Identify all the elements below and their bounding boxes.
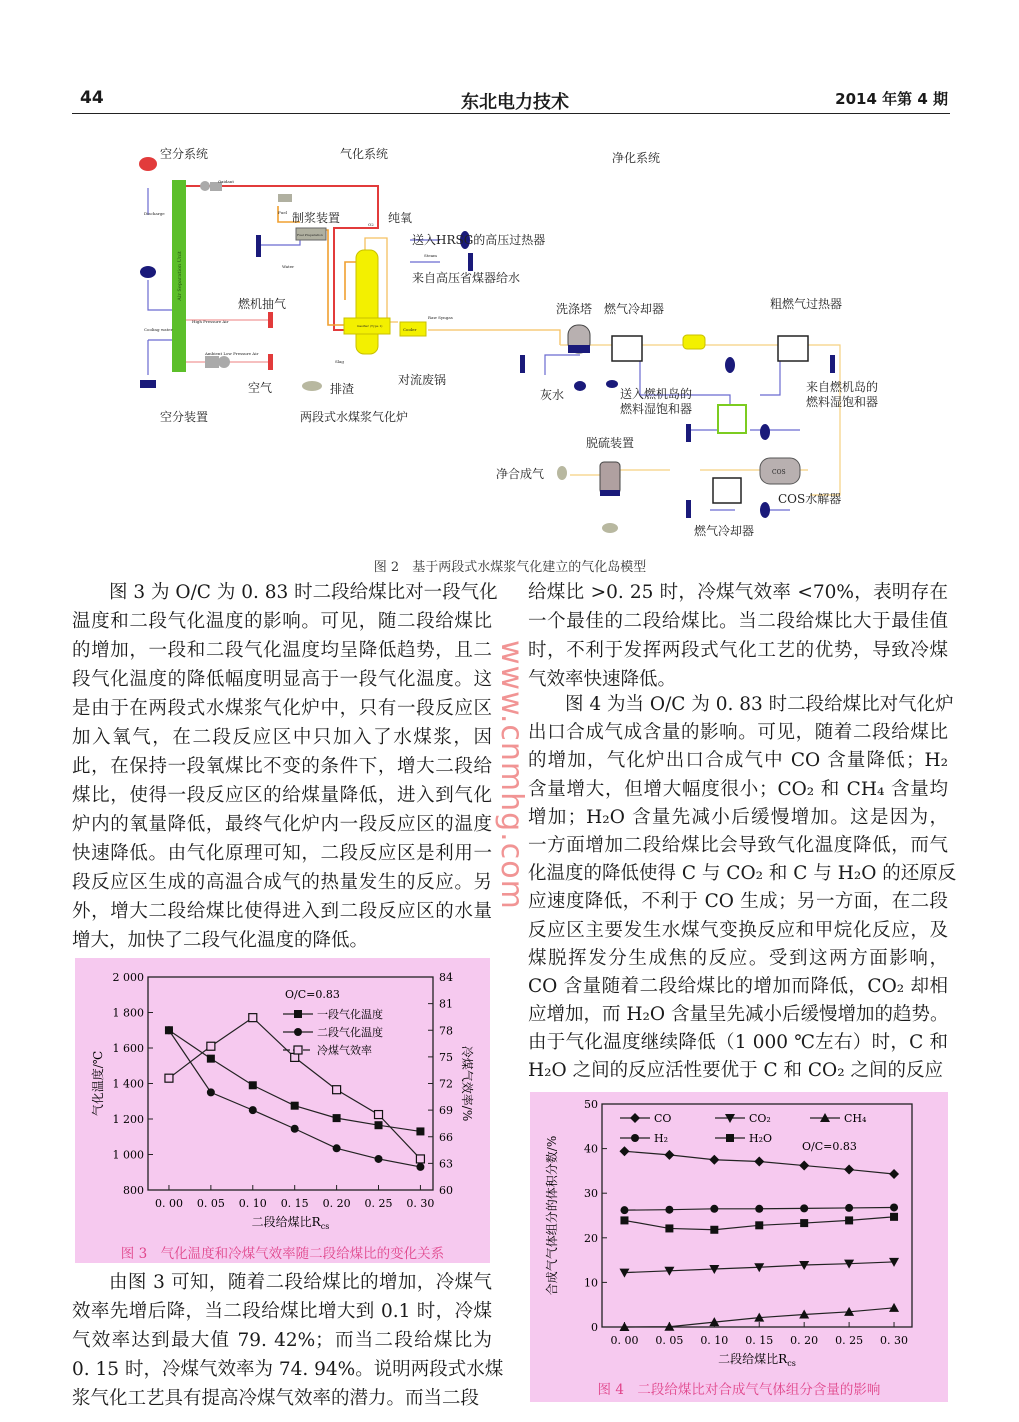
diagram-label-small-cooler: Cooler [403, 327, 417, 332]
diagram-label-small-raw: Raw Syngas [428, 315, 453, 320]
text-line: 效率先增后降，当二段给煤比增大到 0.1 时，冷煤 [72, 1301, 492, 1322]
text-line: 由于气化温度继续降低（1 000 ℃左右）时，C 和 [528, 1032, 948, 1054]
figure3 [75, 958, 490, 1263]
left-column-para1 [72, 578, 498, 955]
data-point [799, 1161, 809, 1171]
legend-marker [630, 1113, 640, 1123]
y2-tick-label: 60 [439, 1184, 453, 1197]
legend-label: H₂ [654, 1132, 669, 1145]
text-line: 化温度的降低使得 C 与 CO₂ 和 C 与 H₂O 的还原反 [528, 863, 957, 885]
y-tick-label: 30 [584, 1187, 598, 1201]
diagram-label-small-asu: Air Separation Unit [177, 251, 183, 301]
data-point [291, 1102, 299, 1110]
legend-marker [726, 1134, 734, 1142]
y2-tick-label: 78 [439, 1024, 453, 1038]
data-point [416, 1127, 424, 1135]
diagram-label-small-gasifier: Gasifier (Type 1) [357, 324, 383, 328]
x-tick-label: 0. 25 [364, 1197, 393, 1210]
data-point [619, 1269, 629, 1278]
legend-marker [631, 1134, 639, 1142]
page-number: 44 [80, 88, 104, 108]
data-point [800, 1204, 808, 1212]
watermark: www.cnmhg.com [494, 640, 529, 910]
y-tick-label: 0 [591, 1321, 598, 1334]
text-line: 此，在保持一段氧煤比不变的条件下，增大二段给 [72, 756, 492, 777]
text-line: 的增加，气化炉出口合成气中 CO 含量降低；H₂ [528, 750, 948, 772]
text-line: 浆气化工艺具有提高冷煤气效率的潜力。而当二段 [72, 1388, 480, 1409]
y2-tick-label: 69 [439, 1104, 453, 1118]
data-point [620, 1216, 628, 1224]
data-point [664, 1150, 674, 1160]
diagram-label-small-hp-air: High Pressure Air [192, 319, 229, 324]
issue-label: 2014 年第 4 期 [835, 90, 948, 108]
y2-tick-label: 72 [439, 1077, 453, 1091]
data-point [619, 1146, 629, 1156]
legend-label: CO₂ [749, 1112, 771, 1125]
x-tick-label: 0. 10 [700, 1334, 729, 1347]
data-point [291, 1053, 299, 1061]
journal-title: 东北电力技术 [461, 92, 569, 113]
y-axis-label: 合成气气体组分的体积分数/% [545, 1135, 559, 1296]
x-tick-label: 0. 15 [280, 1197, 309, 1210]
legend-marker [294, 1010, 302, 1018]
data-point [845, 1216, 853, 1224]
legend-label: 冷煤气效率 [317, 1044, 372, 1057]
text-line: 时，不利于发挥两段式气化工艺的优势，导致冷煤 [528, 640, 948, 661]
data-point [207, 1055, 215, 1063]
x-axis-label: 二段给煤比$R_{cs}$ [718, 1352, 796, 1368]
data-point [665, 1224, 673, 1232]
text-line: 一个最佳的二段给煤比。当二段给煤比大于最佳值 [528, 611, 948, 632]
diagram-label-cos-hydrolysis: COS水解器 [778, 492, 842, 506]
y2-axis-label: 冷煤气效率/% [460, 1045, 474, 1122]
data-point [249, 1106, 257, 1114]
diagram-label-desulfurization: 脱硫装置 [586, 436, 635, 450]
figure2-caption: 图 2 基于两段式水煤浆气化建立的气化岛模型 [373, 560, 647, 575]
x-tick-label: 0. 15 [745, 1334, 774, 1347]
diagram-label-small-cooling: Cooling water [144, 327, 173, 332]
data-point [890, 1213, 898, 1221]
data-point [249, 1081, 257, 1089]
y-tick-label: 1 600 [112, 1042, 144, 1055]
data-point [665, 1206, 673, 1214]
data-point [416, 1163, 424, 1171]
diagram-label-small-fuel-prep: Fuel Preparation [297, 233, 323, 237]
text-line: 出口合成气成含量的影响。可见，随着二段给煤比 [528, 722, 948, 744]
right-column-para1 [528, 578, 948, 694]
diagram-label-to-hrsg: 送入HRSG的高压过热器 [412, 233, 546, 247]
y-tick-label: 1 800 [112, 1006, 144, 1020]
text-line: 炉内的氧量降低，最终气化炉内一段反应区的温度 [72, 814, 492, 835]
x-tick-label: 0. 30 [880, 1334, 909, 1347]
figure3-caption: 图 3 气化温度和冷煤气效率随二段给煤比的变化关系 [120, 1246, 445, 1262]
diagram-label-cos-tag: COS [772, 469, 786, 476]
text-line: 由图 3 可知，随着二段给煤比的增加，冷煤气 [109, 1272, 492, 1293]
text-line: 煤比，使得一段反应区的给煤量降低，进入到气化 [72, 785, 492, 806]
diagram-label-slag: 排渣 [330, 382, 355, 396]
data-point [754, 1157, 764, 1167]
data-point [844, 1165, 854, 1175]
diagram-label-grey-water: 灰水 [540, 388, 565, 402]
figure4-chart [530, 1092, 948, 1402]
y-tick-label: 50 [584, 1098, 598, 1111]
text-line: 温度和二段气化温度的影响。可见，随二段给煤比 [72, 611, 492, 632]
text-line: 段反应区生成的高温合成气的热量发生的反应。另 [72, 872, 492, 893]
figure4-caption: 图 4 二段给煤比对合成气气体组分含量的影响 [597, 1382, 881, 1398]
text-line: 增大，加快了二段气化温度的降低。 [72, 930, 369, 951]
x-tick-label: 0. 05 [655, 1334, 684, 1347]
diagram-label-gas-cooler-1: 燃气冷却器 [604, 302, 665, 316]
x-tick-label: 0. 00 [154, 1197, 183, 1210]
data-point [755, 1205, 763, 1213]
plot-frame [148, 977, 433, 1190]
legend-label: 一段气化温度 [317, 1008, 383, 1021]
data-point [710, 1226, 718, 1234]
legend-label: CO [654, 1112, 672, 1125]
y2-tick-label: 63 [439, 1157, 453, 1171]
data-point [416, 1155, 424, 1163]
data-point [889, 1303, 899, 1312]
data-point [165, 1026, 173, 1034]
diagram-label-asu-system: 空分系统 [160, 147, 209, 161]
legend-label: 二段气化温度 [317, 1026, 383, 1039]
data-point [710, 1205, 718, 1213]
data-point [333, 1086, 341, 1094]
diagram-label-from-economizer: 来自高压省煤器给水 [412, 271, 521, 285]
diagram-label-purification-system: 净化系统 [612, 151, 661, 165]
y2-tick-label: 84 [439, 971, 453, 984]
diagram-label-gasifier: 两段式水煤浆气化炉 [300, 410, 409, 424]
x-tick-label: 0. 10 [238, 1197, 267, 1210]
diagram-label-clean-syngas: 净合成气 [496, 467, 545, 481]
x-tick-label: 0. 20 [790, 1334, 819, 1347]
data-point [375, 1111, 383, 1119]
diagram-label-small-fuel: Fuel [278, 210, 287, 215]
chart-annotation: O/C=0.83 [285, 988, 340, 1001]
data-point [249, 1014, 257, 1022]
figure3-chart [75, 958, 490, 1263]
x-tick-label: 0. 25 [835, 1334, 864, 1347]
diagram-label-small-water: Water [282, 264, 295, 269]
text-line: 图 4 为当 O/C 为 0. 83 时二段给煤比对气化炉 [565, 694, 954, 715]
diagram-label-small-discharge: Discharge [144, 211, 165, 216]
legend-label: CH₄ [844, 1112, 867, 1125]
text-line: 气效率达到最大值 79. 42%；而当二段给煤比为 [72, 1330, 492, 1351]
legend-marker [294, 1028, 302, 1036]
text-line: 增加；H₂O 含量先减小后缓慢增加。这是因为， [528, 806, 948, 828]
text-line: 加入氧气，在二段反应区中只加入了水煤浆，因 [72, 727, 492, 748]
x-tick-label: 0. 05 [196, 1197, 225, 1210]
y2-tick-label: 81 [439, 997, 453, 1011]
text-line: 应增加，而 H₂O 含量呈先减小后缓慢增加的趋势。 [528, 1004, 949, 1026]
diagram-label-from-saturator: 来自燃机岛的 [806, 380, 879, 394]
diagram-label-gas-cooler-2: 燃气冷却器 [694, 524, 755, 538]
text-line: H₂O 之间的反应活性要优于 C 和 CO₂ 之间的反应 [528, 1060, 944, 1082]
diagram-label-convective-boiler: 对流废锅 [398, 373, 447, 387]
y-axis-label: 气化温度/℃ [91, 1050, 105, 1117]
diagram-label-small-lp-air: Ambient Low Pressure Air [205, 351, 259, 356]
x-tick-label: 0. 30 [406, 1197, 435, 1210]
diagram-label-gt-extraction: 燃机抽气 [238, 297, 287, 311]
text-line: 煤脱挥发分生成焦的反应。受到这两方面影响， [528, 947, 948, 969]
text-line: 含量增大，但增大幅度很小；CO₂ 和 CH₄ 含量均 [528, 778, 948, 800]
y-tick-label: 40 [584, 1142, 598, 1156]
diagram-label-to-saturator: 送入燃机岛的 [620, 387, 693, 401]
diagram-label-small-steam: Steam [424, 253, 437, 258]
data-point [291, 1125, 299, 1133]
text-line: 反应区主要发生水煤气变换反应和甲烷化反应，及 [528, 919, 948, 941]
text-line: 快速降低。由气化原理可知，二段反应区是利用一 [72, 843, 492, 864]
diagram-label-small-oxidant: Oxidant [218, 179, 234, 184]
figure4 [530, 1092, 948, 1402]
y-tick-label: 1 200 [112, 1113, 144, 1126]
diagram-label-slurry-unit: 制浆装置 [292, 211, 341, 225]
text-line: 气效率快速降低。 [528, 669, 677, 690]
data-point [709, 1155, 719, 1165]
chart-annotation: O/C=0.83 [802, 1140, 857, 1153]
diagram-label-pure-oxygen: 纯氧 [388, 211, 413, 225]
y-tick-label: 1 400 [112, 1077, 144, 1091]
text-line: 一方面增加二段给煤比会导致气化温度降低，而气 [528, 834, 948, 856]
diagram-label-raw-gas-heater: 粗燃气过热器 [770, 297, 843, 311]
x-axis-label: 二段给煤比$R_{cs}$ [251, 1215, 330, 1231]
diagram-label-small-o2: O2 [368, 222, 374, 227]
data-point [375, 1155, 383, 1163]
text-line: 给煤比 >0. 25 时，冷煤气效率 <70%，表明存在 [528, 582, 948, 603]
diagram-label-to-saturator-2: 燃料湿饱和器 [620, 402, 693, 416]
data-point [207, 1042, 215, 1050]
text-line: 是由于在两段式水煤浆气化炉中，只有一段反应区 [72, 698, 492, 719]
text-line: CO 含量随着二段给煤比的增加而降低，CO₂ 却相 [528, 975, 948, 997]
data-point [845, 1204, 853, 1212]
data-point [889, 1169, 899, 1179]
legend-label: H₂O [749, 1132, 773, 1145]
text-line: 图 3 为 O/C 为 0. 83 时二段给煤比对一段气化 [109, 582, 498, 603]
y2-tick-label: 75 [439, 1050, 453, 1064]
right-column-para2 [528, 691, 957, 1086]
y-tick-label: 800 [123, 1184, 144, 1197]
left-column-para2 [72, 1268, 504, 1413]
data-point [207, 1088, 215, 1096]
y-tick-label: 20 [584, 1231, 598, 1245]
data-point [620, 1206, 628, 1214]
figure2-diagram [0, 0, 1019, 552]
diagram-label-gasification-system: 气化系统 [340, 147, 389, 161]
data-point [375, 1121, 383, 1129]
diagram-label-small-slag: Slag [335, 359, 344, 364]
data-point [165, 1074, 173, 1082]
data-point [890, 1203, 898, 1211]
text-line: 的增加，一段和二段气化温度均呈降低趋势，且二 [72, 640, 492, 661]
y-tick-label: 1 000 [112, 1148, 144, 1162]
data-point [800, 1219, 808, 1227]
text-line: 应速度降低，不利于 CO 生成；另一方面，在二段 [528, 891, 948, 913]
y-tick-label: 2 000 [112, 971, 144, 984]
data-point [333, 1144, 341, 1152]
diagram-label-air: 空气 [248, 381, 273, 395]
text-line: 外，增大二段给煤比使得进入到二段反应区的水量 [72, 901, 492, 922]
y2-tick-label: 66 [439, 1130, 453, 1144]
legend-marker [294, 1046, 302, 1054]
diagram-label-asu-unit: 空分装置 [160, 410, 209, 424]
data-point [333, 1114, 341, 1122]
text-line: 段气化温度的降低幅度明显高于一段气化温度。这 [72, 669, 492, 690]
diagram-label-from-saturator-2: 燃料湿饱和器 [806, 395, 879, 409]
text-line: 0. 15 时，冷煤气效率为 74. 94%。说明两段式水煤 [72, 1359, 504, 1380]
y-tick-label: 10 [584, 1276, 598, 1290]
diagram-label-scrubber: 洗涤塔 [556, 302, 593, 316]
data-point [755, 1221, 763, 1229]
x-tick-label: 0. 00 [610, 1334, 639, 1347]
x-tick-label: 0. 20 [322, 1197, 351, 1210]
